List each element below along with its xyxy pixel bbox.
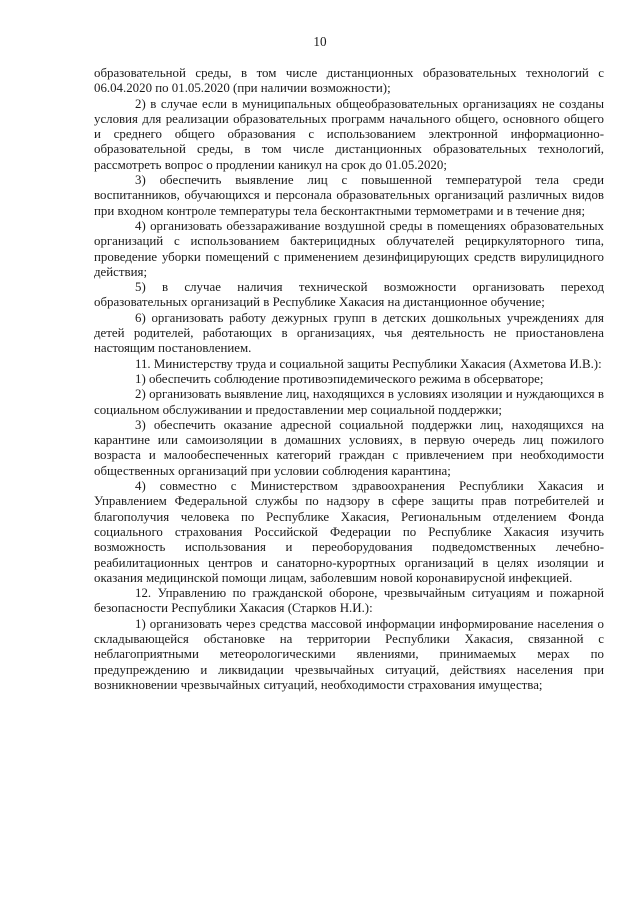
paragraph-item-5-distance-learning: 5) в случае наличия технической возможности организовать переход образовательных организаций в Республике Хакасия на дистанционное обучение; (94, 280, 604, 310)
paragraph-continuation: образовательной среды, в том числе дистанционных образовательных технологий с 06.04.2020 по 01.05.2020 (при наличии возможности); (94, 66, 604, 96)
paragraph-item-4-air-disinfection: 4) организовать обеззараживание воздушной среды в помещениях образовательных организаций с использованием бактерицидных облучателей рециркуляторного типа, проведение уборки помещений с применением дезинфицирующих средств вирулицидного действия; (94, 218, 604, 279)
paragraph-section-11-heading: 11. Министерству труда и социальной защиты Республики Хакасия (Ахметова И.В.): (135, 356, 602, 371)
paragraph-12-item-1: 1) организовать через средства массовой информации информирование населения о складывающейся обстановке на территории Республики Хакасия, связанной с неблагоприятными метеорологическими явлениями, принимаемых мерах по предупреждению и ликвидации чрезвычайных ситуаций, действиях населения при возникновении чрезвычайных ситуаций, необходимости страхования имущества; (94, 616, 604, 692)
paragraph-section-12-heading: 12. Управлению по гражданской обороне, чрезвычайным ситуациям и пожарной безопасности Республики Хакасия (Старков Н.И.): (94, 586, 604, 616)
paragraph-11-item-2: 2) организовать выявление лиц, находящихся в условиях изоляции и нуждающихся в социальном обслуживании и предоставлении мер социальной поддержки; (94, 387, 604, 417)
paragraph-item-6-duty-groups: 6) организовать работу дежурных групп в детских дошкольных учреждениях для детей родителей, работающих в организациях, чья деятельность не приостановлена настоящим постановлением. (94, 310, 604, 356)
paragraph-item-3-temperature-screening: 3) обеспечить выявление лиц с повышенной температурой тела среди воспитанников, обучающихся и персонала образовательных организаций различных видов при входном контроле температуры тела бесконтактными термометрами и в течение дня; (94, 173, 604, 218)
paragraph-item-2-no-conditions: 2) в случае если в муниципальных общеобразовательных организациях не созданы условия для реализации образовательных программ начального общего, основного общего и среднего общего образования с использованием электронной информационно-образовательной среды, в том числе дистанционных образовательных технологий, рассмотреть вопрос о продлении каникул на срок до 01.05.2020; (94, 96, 604, 172)
document-body (94, 66, 604, 693)
paragraph-11-item-1: 1) обеспечить соблюдение противоэпидемического режима в обсерваторе; (135, 371, 544, 386)
page-number: 10 (313, 34, 327, 49)
paragraph-11-item-4: 4) совместно с Министерством здравоохранения Республики Хакасия и Управлением Федеральной службы по надзору в сфере защиты прав потребителей и благополучия человека по Республике Хакасия, Региональным отделением Фонда социального страхования Российской Федерации по Республике Хакасия изучить возможность использования и переоборудования подведомственных лечебно-реабилитационных центров и санаторно-курортных организаций в целях изоляции и оказания медицинской помощи лицам, заболевшим новой коронавирусной инфекцией. (94, 479, 604, 585)
paragraph-11-item-3: 3) обеспечить оказание адресной социальной поддержки лиц, находящихся на карантине или самоизоляции в домашних условиях, в первую очередь лиц пожилого возраста и малообеспеченных категорий граждан с привлечением при необходимости общественных организаций при условии соблюдения карантина; (94, 417, 604, 478)
